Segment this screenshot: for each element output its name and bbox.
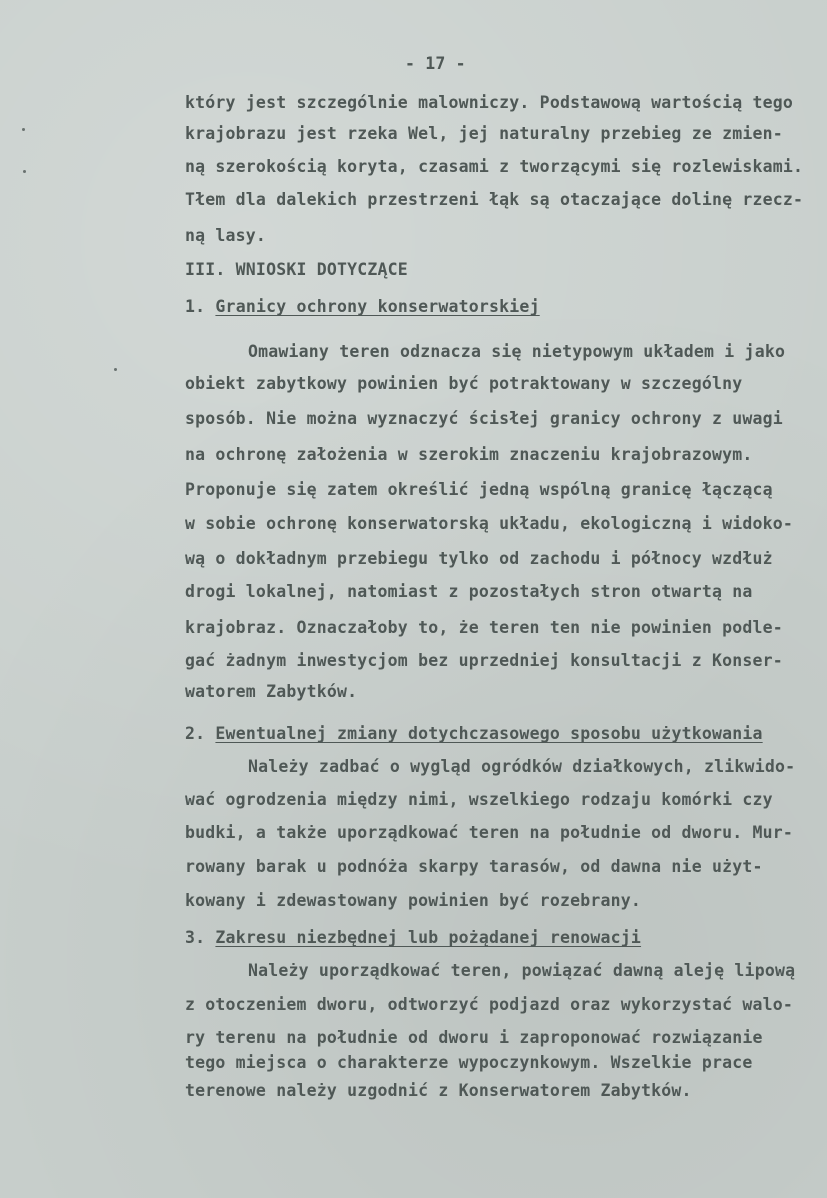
body-line: wą o dokładnym przebiegu tylko od zachodu i północy wzdłuż bbox=[185, 549, 773, 568]
subsection-title: Granicy ochrony konserwatorskiej bbox=[215, 297, 540, 316]
body-line: budki, a także uporządkować teren na południe od dworu. Mur- bbox=[185, 823, 794, 842]
subsection-1-heading bbox=[185, 297, 540, 317]
body-line: w sobie ochronę konserwatorską układu, ekologiczną i widoko- bbox=[185, 514, 794, 533]
intro-line: ną lasy. bbox=[185, 226, 267, 245]
body-line: rowany barak u podnóża skarpy tarasów, od dawna nie użyt- bbox=[185, 857, 763, 876]
section-heading: III. WNIOSKI DOTYCZĄCE bbox=[185, 260, 408, 279]
body-line: gać żadnym inwestycjom bez uprzedniej konsultacji z Konser- bbox=[185, 651, 783, 670]
body-line: wać ogrodzenia między nimi, wszelkiego rodzaju komórki czy bbox=[185, 790, 773, 809]
paper-speck bbox=[22, 128, 25, 131]
body-line: sposób. Nie można wyznaczyć ścisłej granicy ochrony z uwagi bbox=[185, 409, 783, 428]
body-line: tego miejsca o charakterze wypoczynkowym. Wszelkie prace bbox=[185, 1053, 753, 1072]
body-line: obiekt zabytkowy powinien być potraktowany w szczególny bbox=[185, 374, 743, 393]
body-line: z otoczeniem dworu, odtworzyć podjazd oraz wykorzystać walo- bbox=[185, 995, 794, 1014]
body-line: krajobraz. Oznaczałoby to, że teren ten nie powinien podle- bbox=[185, 618, 783, 637]
subsection-number: 1. bbox=[185, 297, 206, 316]
subsection-2-heading bbox=[185, 724, 763, 744]
intro-line: który jest szczególnie malowniczy. Podstawową wartością tego bbox=[185, 93, 794, 112]
intro-line: ną szerokością koryta, czasami z tworzącymi się rozlewiskami. bbox=[185, 157, 804, 176]
paper-speck bbox=[114, 368, 117, 371]
body-line: drogi lokalnej, natomiast z pozostałych stron otwartą na bbox=[185, 582, 753, 601]
subsection-number: 2. bbox=[185, 724, 206, 743]
body-line: kowany i zdewastowany powinien być rozebrany. bbox=[185, 891, 642, 910]
body-line: ry terenu na południe od dworu i zaproponować rozwiązanie bbox=[185, 1028, 763, 1047]
subsection-title: Zakresu niezbędnej lub pożądanej renowacji bbox=[215, 928, 642, 947]
body-line: terenowe należy uzgodnić z Konserwatorem Zabytków. bbox=[185, 1081, 692, 1100]
body-line: Omawiany teren odznacza się nietypowym układem i jako bbox=[248, 342, 786, 361]
subsection-3-heading bbox=[185, 928, 641, 948]
body-line: watorem Zabytków. bbox=[185, 682, 358, 701]
subsection-title: Ewentualnej zmiany dotychczasowego sposobu użytkowania bbox=[215, 724, 763, 743]
subsection-number: 3. bbox=[185, 928, 206, 947]
body-line: na ochronę założenia w szerokim znaczeniu krajobrazowym. bbox=[185, 445, 753, 464]
intro-line: Tłem dla dalekich przestrzeni łąk są otaczające dolinę rzecz- bbox=[185, 190, 804, 209]
body-line: Proponuje się zatem określić jedną wspólną granicę łączącą bbox=[185, 480, 773, 499]
body-line: Należy zadbać o wygląd ogródków działkowych, zlikwido- bbox=[248, 757, 796, 776]
page-number: - 17 - bbox=[405, 54, 466, 73]
paper-speck bbox=[23, 170, 26, 173]
intro-line: krajobrazu jest rzeka Wel, jej naturalny przebieg ze zmien- bbox=[185, 124, 783, 143]
body-line: Należy uporządkować teren, powiązać dawną aleję lipową bbox=[248, 961, 796, 980]
